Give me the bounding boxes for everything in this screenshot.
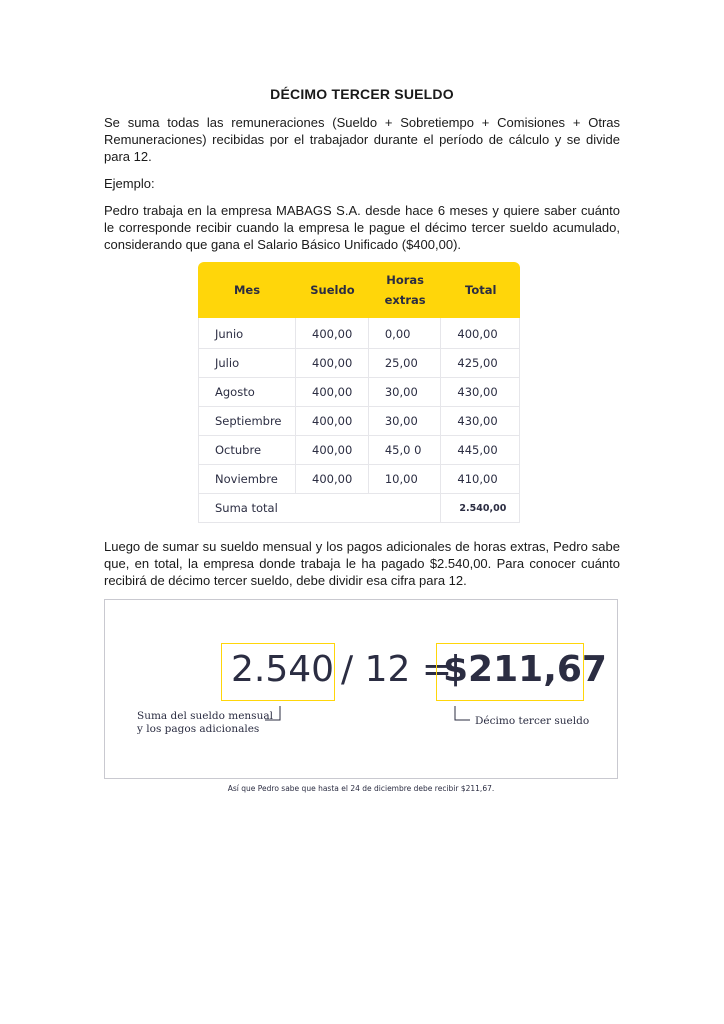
equation-result: $211,67 bbox=[443, 649, 607, 690]
left-caption-line-1: Suma del sueldo mensual bbox=[137, 710, 273, 722]
cell-sueldo: 400,00 bbox=[296, 349, 369, 378]
salary-table-container bbox=[198, 262, 520, 523]
equation-divider: / 12 = bbox=[341, 649, 452, 690]
equation-figure bbox=[104, 599, 618, 779]
cell-mes: Agosto bbox=[198, 378, 296, 407]
cell-horas: 10,00 bbox=[369, 465, 442, 494]
cell-mes: Noviembre bbox=[198, 465, 296, 494]
table-row bbox=[198, 318, 520, 349]
cell-total: 410,00 bbox=[441, 465, 520, 494]
cell-horas: 45,0 0 bbox=[369, 436, 442, 465]
cell-horas: 25,00 bbox=[369, 349, 442, 378]
left-caption-line-2: y los pagos adicionales bbox=[137, 723, 260, 735]
cell-total: 445,00 bbox=[441, 436, 520, 465]
cell-total: 425,00 bbox=[441, 349, 520, 378]
table-row bbox=[198, 407, 520, 436]
cell-total: 430,00 bbox=[441, 407, 520, 436]
cell-horas: 30,00 bbox=[369, 407, 442, 436]
cell-sueldo: 400,00 bbox=[296, 436, 369, 465]
table-total-row bbox=[198, 494, 520, 523]
table-row bbox=[198, 465, 520, 494]
example-label: Ejemplo: bbox=[104, 176, 155, 191]
intro-paragraph: Se suma todas las remuneraciones (Sueldo + Sobretiempo + Comisiones + Otras Remuneraciones) recibidas por el trabajador durante el período de cálculo y se divide para 12. bbox=[104, 115, 620, 164]
header-horas-extras-label: Horas extras bbox=[384, 273, 426, 307]
table-header-row bbox=[198, 262, 520, 318]
cell-sueldo: 400,00 bbox=[296, 465, 369, 494]
right-caption-bracket bbox=[454, 706, 472, 722]
conclusion-section bbox=[104, 538, 620, 599]
cell-mes: Junio bbox=[198, 318, 296, 349]
table-row bbox=[198, 436, 520, 465]
header-total: Total bbox=[441, 262, 520, 318]
cell-mes: Octubre bbox=[198, 436, 296, 465]
cell-sueldo: 400,00 bbox=[296, 378, 369, 407]
right-caption: Décimo tercer sueldo bbox=[475, 715, 590, 727]
cell-total: 400,00 bbox=[441, 318, 520, 349]
total-value: 2.540,00 bbox=[441, 494, 520, 523]
cell-mes: Julio bbox=[198, 349, 296, 378]
total-label: Suma total bbox=[198, 494, 441, 523]
cell-sueldo: 400,00 bbox=[296, 318, 369, 349]
footnote: Así que Pedro sabe que hasta el 24 de diciembre debe recibir $211,67. bbox=[227, 784, 495, 793]
cell-sueldo: 400,00 bbox=[296, 407, 369, 436]
table-row bbox=[198, 349, 520, 378]
page-title: DÉCIMO TERCER SUELDO bbox=[270, 86, 454, 102]
cell-horas: 0,00 bbox=[369, 318, 442, 349]
table-row bbox=[198, 378, 520, 407]
salary-table bbox=[198, 262, 520, 523]
document-body bbox=[104, 86, 620, 263]
header-horas-extras bbox=[369, 262, 442, 318]
cell-mes: Septiembre bbox=[198, 407, 296, 436]
example-paragraph: Pedro trabaja en la empresa MABAGS S.A. desde hace 6 meses y quiere saber cuánto le corresponde recibir cuando la empresa le pague el décimo tercer sueldo acumulado, considerando que gana el Salario Básico Unificado ($400,00). bbox=[104, 203, 620, 252]
conclusion-paragraph: Luego de sumar su sueldo mensual y los pagos adicionales de horas extras, Pedro sabe que, en total, la empresa donde trabaja le ha pagado $2.540,00. Para conocer cuánto recibirá de décimo tercer sueldo, debe dividir esa cifra para 12. bbox=[104, 539, 620, 588]
header-sueldo: Sueldo bbox=[296, 262, 369, 318]
cell-total: 430,00 bbox=[441, 378, 520, 407]
equation-numerator: 2.540 bbox=[231, 649, 335, 690]
cell-horas: 30,00 bbox=[369, 378, 442, 407]
header-mes: Mes bbox=[198, 262, 296, 318]
